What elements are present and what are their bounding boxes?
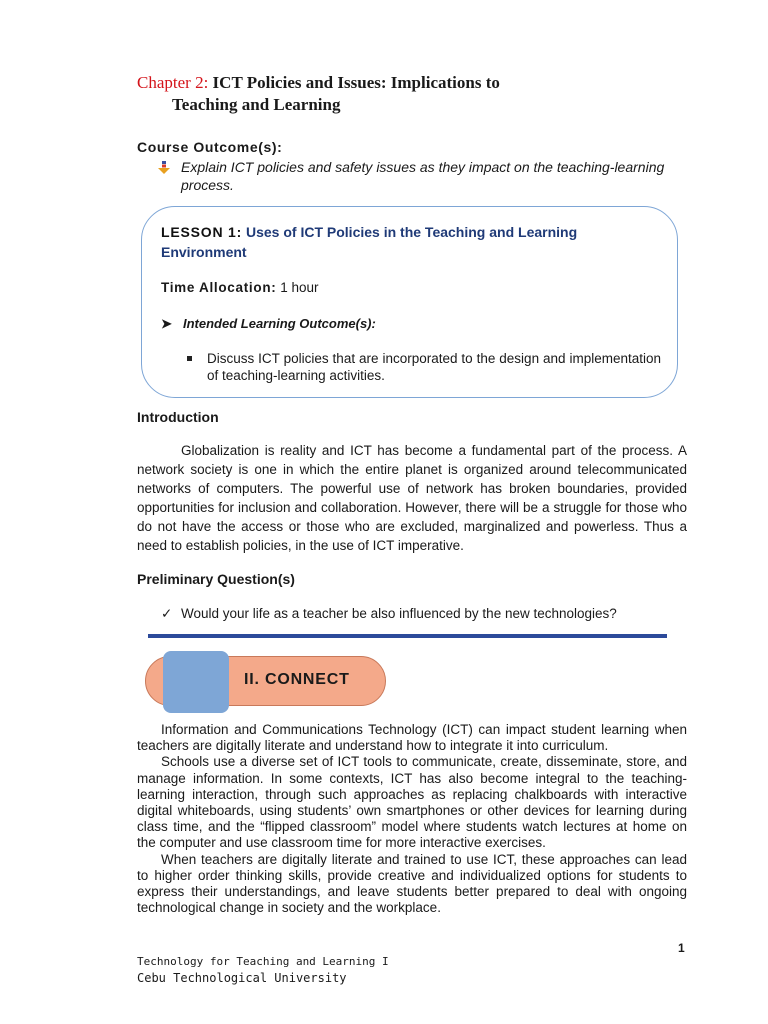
connect-paragraph-2: Schools use a diverse set of ICT tools to communicate, create, disseminate, store, and manage information. In some contexts, ICT has also become integral to the teaching-learning interaction, through such approaches as replacing chalkboards with interactive digital whiteboards, using students’ own smartphones or other devices for learning during class time, and the “flipped classroom” model where students watch lectures at home on the computer and use classroom time for more interactive exercises. (137, 754, 687, 851)
time-allocation-value: 1 hour (280, 280, 319, 295)
connect-paragraph-1: Information and Communications Technology (ICT) can impact student learning when teachers are digitally literate and understand how to integrate it into curriculum. (137, 722, 687, 754)
page-number: 1 (678, 941, 685, 955)
footer-course-title: Technology for Teaching and Learning I (137, 955, 389, 968)
chapter-label: Chapter 2: (137, 73, 209, 92)
ilo-heading-text: Intended Learning Outcome(s): (183, 316, 376, 331)
lesson-title (161, 222, 641, 262)
checkmark-icon: ✓ (161, 606, 173, 621)
section-divider (148, 634, 667, 638)
time-allocation-label: Time Allocation: (161, 280, 277, 295)
footer-university: Cebu Technological University (137, 971, 347, 985)
time-allocation (161, 280, 319, 295)
chapter-heading (137, 72, 500, 116)
connect-paragraph-3: When teachers are digitally literate and trained to use ICT, these approaches can lead to higher order thinking skills, provide creative and individualized options for students to express their understandings, and leave students better prepared to deal with ongoing technological change in society and the workplace. (137, 851, 687, 916)
course-outcome-text: Explain ICT policies and safety issues as they impact on the teaching-learning process. (181, 159, 665, 193)
chapter-title-line1: ICT Policies and Issues: Implications to (212, 73, 500, 92)
arrowhead-icon: ➤ (161, 316, 172, 331)
connect-banner-square (163, 651, 229, 713)
chapter-title-line2: Teaching and Learning (172, 95, 341, 114)
ilo-item (187, 350, 661, 384)
lesson-box (141, 206, 678, 398)
square-bullet-icon (187, 356, 192, 361)
intended-learning-outcomes-heading (161, 316, 376, 332)
lesson-title-text: Uses of ICT Policies in the Teaching and Learning Environment (161, 224, 578, 260)
introduction-paragraph: Globalization is reality and ICT has become a fundamental part of the process. A network society is one in which the entire planet is organized around telecommunicated networks of computers. The powerful use of network has broken boundaries, provided opportunities for inclusion and collaboration. However, there will be a struggle for those who do not have the access or those who are excluded, marginalized and powerless. Thus a need to establish policies, in the use of ICT imperative. (137, 443, 687, 553)
preliminary-question-item (161, 606, 681, 622)
introduction-heading: Introduction (137, 409, 219, 425)
ilo-item-text: Discuss ICT policies that are incorporated to the design and implementation of teaching-learning activities. (207, 351, 661, 383)
lesson-label: LESSON 1: (161, 224, 243, 240)
course-outcome-item (157, 158, 667, 194)
connect-body (137, 722, 687, 916)
down-arrow-bullet-icon (157, 161, 171, 175)
connect-label: II. CONNECT (244, 671, 350, 688)
preliminary-questions-heading: Preliminary Question(s) (137, 571, 295, 587)
preliminary-question-text: Would your life as a teacher be also influenced by the new technologies? (181, 606, 617, 621)
course-outcomes-heading: Course Outcome(s): (137, 139, 283, 155)
